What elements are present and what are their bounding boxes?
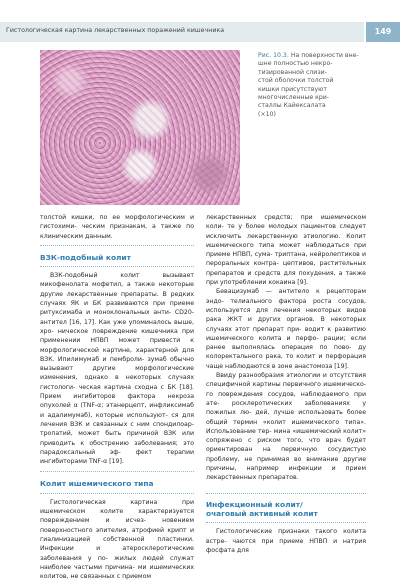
text-line: лекарственных препаратов. [206, 474, 299, 482]
figure-label: Рис. 10.3. [258, 52, 289, 59]
section-divider [40, 266, 194, 268]
section-heading-infectious [206, 500, 366, 519]
text-line: мина «ишемический колит» сопряжено с риском [206, 427, 366, 445]
text-line: колите характеризуется повреждением и исчез- [40, 508, 194, 525]
text-line: чаще наблюдаются в зоне анастомоза [19]. [206, 362, 349, 370]
right-column [206, 213, 366, 555]
text-line: триптана, нейролептиков и пероральных контра- [206, 251, 366, 268]
text-line: ми ишемических колитов, не связанных с приемом [40, 563, 195, 581]
section-divider [206, 493, 366, 495]
caption-line: кишки присутствуют [258, 85, 327, 93]
paragraph-bevacizumab [206, 287, 366, 371]
running-header-band [0, 22, 364, 42]
text-line: Гистологическая картина при ишемическом [40, 498, 194, 516]
paragraph-infectious [206, 527, 366, 555]
section-divider [40, 493, 194, 495]
text-line: Ввиду разнообразия этиологии и отсутствия [216, 372, 366, 380]
text-line: ническое повреждение кишечника при применении [40, 327, 194, 345]
text-line: того, что врач будет ориентирован на первичную [206, 437, 366, 454]
text-line: похудения, а также при употреблении кокаина [9]. [206, 269, 366, 287]
text-line: крипт и гиалинизацией собственной пластинки. [40, 526, 194, 543]
paragraph-continuation [40, 213, 194, 241]
text-line: тропатий, может быть причиной ВЗК или приводить [40, 430, 194, 447]
text-line: рации; если ранее выполнялась операция по пово- [206, 334, 366, 352]
paragraph-ischemic [40, 498, 194, 581]
text-line: для лечения некоторых видов рака ЖКТ и других [206, 306, 366, 324]
text-line: характерной для ВЗК. Ипилимумаб и пембрoли- [40, 346, 195, 363]
text-line: ду колоректального рака, то колит и перфорация [206, 344, 367, 361]
section-divider [40, 245, 194, 247]
text-line: толстой кишки, по ее морфологическим и гистохими- [40, 214, 194, 231]
caption-line: стой оболочки толстой [258, 77, 334, 85]
caption-line: тизированной слизи- [258, 68, 327, 76]
text-line: лекарственную этиологию. Колит ишемического [206, 232, 366, 249]
text-line: специфичной картины первичного ишемическо- [206, 381, 366, 389]
text-line: «колит ишемического типа». Использование тер- [206, 418, 366, 435]
text-line: фактора некроза опухолей α (TNF-α; этанерцепт, [40, 393, 195, 410]
text-line: Инфекции и атеросклеротические заболевания у по- [40, 545, 194, 562]
text-line: Бевацизумаб — антитело к рецепторам эндо- [206, 288, 366, 305]
text-line: к обострению заболевания; это парадоксальный эф- [40, 439, 195, 456]
section-divider [206, 522, 366, 524]
text-line: НПВП может привести к морфологической картине, [40, 337, 194, 354]
text-line: лекарственных средств; при ишемическом коли- [206, 214, 366, 231]
section-divider [40, 471, 194, 473]
histology-micrograph [40, 50, 240, 205]
paragraph-terminology [206, 371, 366, 483]
text-line: Гистологические признаки такого колита встре- [206, 528, 366, 545]
text-line: при приеме ритуксимаба и моноклональных анти- [40, 300, 194, 317]
caption-line: многочисленные кри- [258, 94, 330, 102]
text-line: чаются при приеме НПВП и натрия фосфата для [206, 537, 366, 554]
section-heading-ibd-like: ВЗК-подобный колит [40, 252, 131, 262]
text-line: ческая картина сходна с БК [18]. Прием ингибиторов [40, 383, 195, 401]
text-line: го повреждения сосудов, наблюдаемого при ате- [206, 390, 366, 407]
caption-line: шне полностью некро- [258, 60, 333, 68]
text-line: другие причины, например инфекции и прием [206, 455, 367, 473]
text-line: CD20-антител [16, 17]. Как уже упоминалось выше, хро- [40, 309, 195, 335]
text-line: мофетил, а также некоторые другие лекарственные [40, 281, 194, 298]
text-line: фект терапии ингибиторами TNF-α [19]. [40, 448, 195, 466]
text-line: зумаб обычно вызывают другие морфологические [40, 355, 195, 373]
heading-line: очаговый активный колит [206, 508, 318, 518]
section-heading-ischemic: Колит ишемического типа [40, 479, 154, 489]
caption-text: На поверхности вне- [290, 52, 359, 59]
text-line: ВЗК-подобный колит вызывает микофенолата [40, 272, 194, 289]
text-line: цептивов, растительных препаратов и средств для [206, 260, 366, 277]
text-line: органов. В некоторых случаях этот препарат при- [206, 316, 366, 333]
text-line: типа может наблюдаться при приеме НПВП, сума- [206, 241, 366, 259]
text-line: телиального фактора роста сосудов, используется [206, 297, 366, 314]
text-line: препараты. В редких случаях ЯК и БК развиваются [40, 290, 194, 308]
text-line: росклеротических заболеваниях у пожилых лю- [206, 399, 367, 417]
running-title: Гистологическая картина лекарственных поражений кишечника [6, 27, 225, 34]
text-line: новением поверхностного эпителия, атрофией [40, 517, 194, 534]
heading-line: Инфекционный колит/ [206, 499, 303, 509]
text-line: дей, лучше использовать более общий термин [206, 409, 366, 426]
running-header [0, 22, 400, 42]
text-line: инфликсимаб и адалимумаб), которые используют- [40, 402, 194, 419]
caption-line: сталлы Кайексалата [258, 102, 326, 110]
text-line: сосудистую проблему, не принимая во внимание [206, 446, 367, 463]
figure-caption [258, 52, 368, 119]
text-line: ся для лечения ВЗК и связанных с ним спондилоар- [40, 411, 195, 428]
text-line: те у более молодых пациентов следует исключить [206, 223, 366, 240]
paragraph-drug-ischemia [206, 213, 366, 287]
text-line: ческим признакам, а также по клиническим данным. [40, 223, 194, 240]
left-column [40, 213, 194, 581]
text-line: водит к развитию ишемического колита и перфо- [206, 325, 366, 342]
page-number: 149 [366, 22, 400, 42]
text-line: жилых людей служат наиболее частыми причина- [40, 554, 194, 571]
caption-line: (×10) [258, 110, 276, 118]
text-line: изменения, однако в некоторых случаях гистологи- [40, 374, 194, 391]
paragraph-ibd-like [40, 271, 194, 466]
